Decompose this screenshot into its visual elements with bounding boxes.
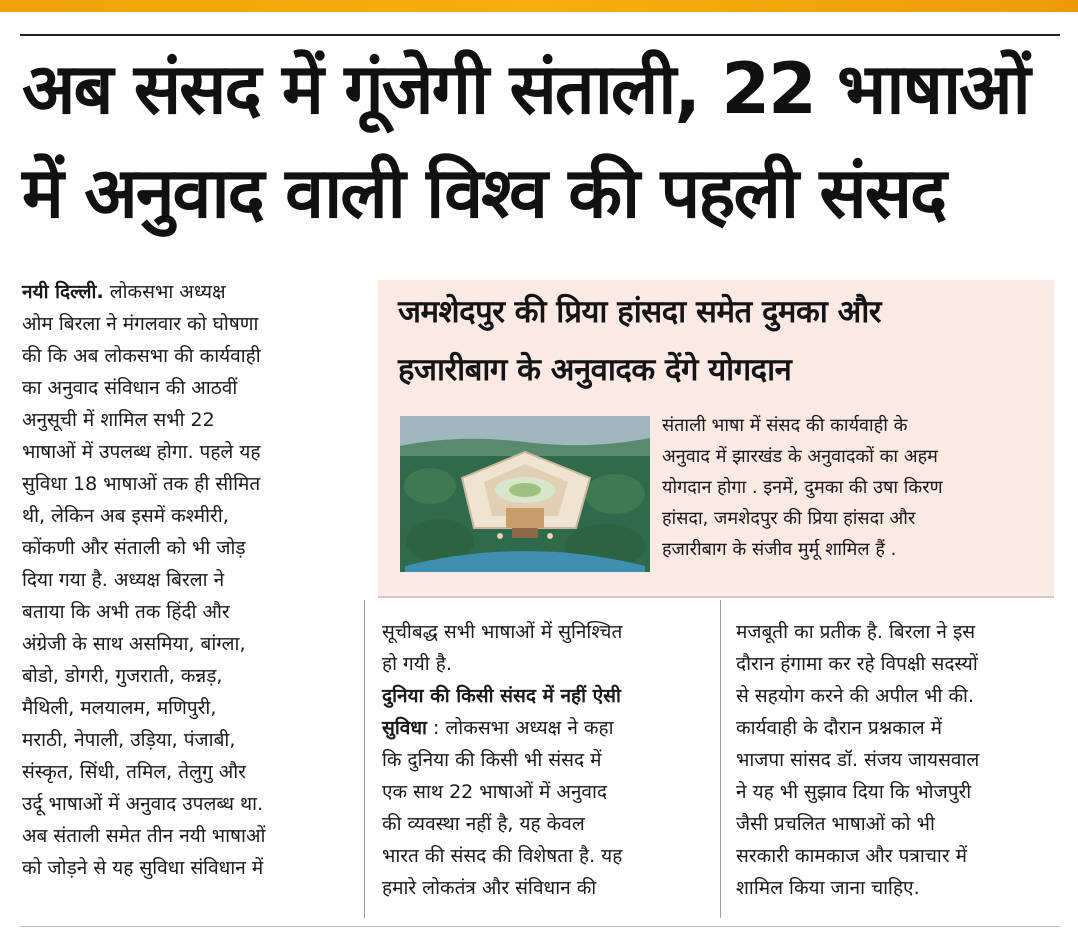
column-1-line: भाषाओं में उपलब्ध होगा. पहले यह (22, 441, 261, 463)
bottom-rule (20, 926, 1060, 927)
column-3-line: दौरान हंगामा कर रहे विपक्षी सदस्यों (736, 653, 978, 675)
column-3-line: से सहयोग करने की अपील भी की. (736, 685, 975, 707)
column-1-line: अंग्रेजी के साथ असमिया, बांग्ला, (22, 633, 246, 655)
sidebar-body-line: संताली भाषा में संसद की कार्यवाही के (662, 415, 908, 436)
sidebar-body-line: अनुवाद में झारखंड के अनुवादकों का अहम (662, 446, 938, 467)
column-3-line: ने यह भी सुझाव दिया कि भोजपुरी (736, 781, 972, 803)
column-1-line: संस्कृत, सिंधी, तमिल, तेलुगु और (22, 761, 246, 783)
column-1-line: मराठी, नेपाली, उड़िया, पंजाबी, (22, 729, 236, 751)
column-2-line: भारत की संसद की विशेषता है. यह (382, 845, 623, 867)
column-2-subhead: दुनिया की किसी संसद में नहीं ऐसी (382, 685, 621, 707)
column-3-line: भाजपा सांसद डॉ. संजय जायसवाल (736, 749, 980, 771)
sidebar-body-line: हजारीबाग के संजीव मुर्मू शामिल हैं . (662, 539, 897, 560)
sidebar-box (378, 280, 1054, 598)
sidebar-headline-line-1: जमशेदपुर की प्रिया हांसदा समेत दुमका और (398, 294, 881, 330)
parliament-building-photo (400, 416, 650, 572)
column-2-line: सूचीबद्ध सभी भाषाओं में सुनिश्चित (382, 621, 623, 643)
sidebar-headline-line-2: हजारीबाग के अनुवादक देंगे योगदान (398, 352, 792, 388)
column-1-first-line-text: लोकसभा अध्यक्ष (103, 281, 226, 303)
column-1-line: दिया गया है. अध्यक्ष बिरला ने (22, 569, 225, 591)
column-1-line: थी, लेकिन अब इसमें कश्मीरी, (22, 505, 229, 527)
column-1-line: को जोड़ने से यह सुविधा संविधान में (22, 857, 264, 879)
dateline: नयी दिल्ली. (22, 281, 104, 303)
column-2-subhead-end: सुविधा (382, 717, 427, 739)
column-divider (720, 600, 721, 918)
column-2-line: कि दुनिया की किसी भी संसद में (382, 749, 602, 771)
headline-line-2: में अनुवाद वाली विश्व की पहली संसद (22, 152, 946, 234)
column-2-subhead-line (382, 712, 700, 744)
column-3-line: सरकारी कामकाज और पत्राचार में (736, 845, 967, 867)
column-3-line: जैसी प्रचलित भाषाओं को भी (736, 813, 935, 835)
column-2-line: की व्यवस्था नहीं है, यह केवल (382, 813, 585, 835)
column-1-first-line (22, 276, 338, 308)
column-2-subhead-line-text: : लोकसभा अध्यक्ष ने कहा (426, 717, 614, 739)
column-1-line: बताया कि अभी तक हिंदी और (22, 601, 230, 623)
column-2-line: हो गयी है. (382, 653, 452, 675)
column-1-line: सुविधा 18 भाषाओं तक ही सीमित (22, 473, 261, 495)
column-1-line: कोंकणी और संताली को भी जोड़ (22, 537, 246, 559)
column-1-line: अब संताली समेत तीन नयी भाषाओं (22, 825, 266, 847)
column-divider (364, 600, 365, 918)
column-1-line: ओम बिरला ने मंगलवार को घोषणा (22, 313, 259, 335)
column-3-line: शामिल किया जाना चाहिए. (736, 877, 920, 899)
column-1-line: अनुसूची में शामिल सभी 22 (22, 409, 215, 431)
column-2-line: हमारे लोकतंत्र और संविधान की (382, 877, 597, 899)
column-1-line: बोडो, डोगरी, गुजराती, कन्नड़, (22, 665, 223, 687)
column-1-line: की कि अब लोकसभा की कार्यवाही (22, 345, 261, 367)
column-1-line: उर्दू भाषाओं में अनुवाद उपलब्ध था. (22, 793, 264, 815)
column-3-line: मजबूती का प्रतीक है. बिरला ने इस (736, 621, 976, 643)
sidebar-body-line: योगदान होगा . इनमें, दुमका की उषा किरण (662, 477, 943, 498)
column-1-line: मैथिली, मलयालम, मणिपुरी, (22, 697, 217, 719)
sidebar-body-line: हांसदा, जमशेदपुर की प्रिया हांसदा और (662, 508, 916, 529)
article-column-2 (382, 616, 700, 904)
article-column-1 (22, 276, 338, 884)
column-3-line: कार्यवाही के दौरान प्रश्नकाल में (736, 717, 943, 739)
top-color-strip (0, 0, 1078, 12)
headline-line-1: अब संसद में गूंजेगी संताली, 22 भाषाओं (22, 48, 1029, 130)
column-2-line: एक साथ 22 भाषाओं में अनुवाद (382, 781, 607, 803)
article-column-3 (736, 616, 1054, 904)
top-rule (20, 34, 1060, 36)
sidebar-body (662, 410, 1042, 565)
column-1-line: का अनुवाद संविधान की आठवीं (22, 377, 238, 399)
